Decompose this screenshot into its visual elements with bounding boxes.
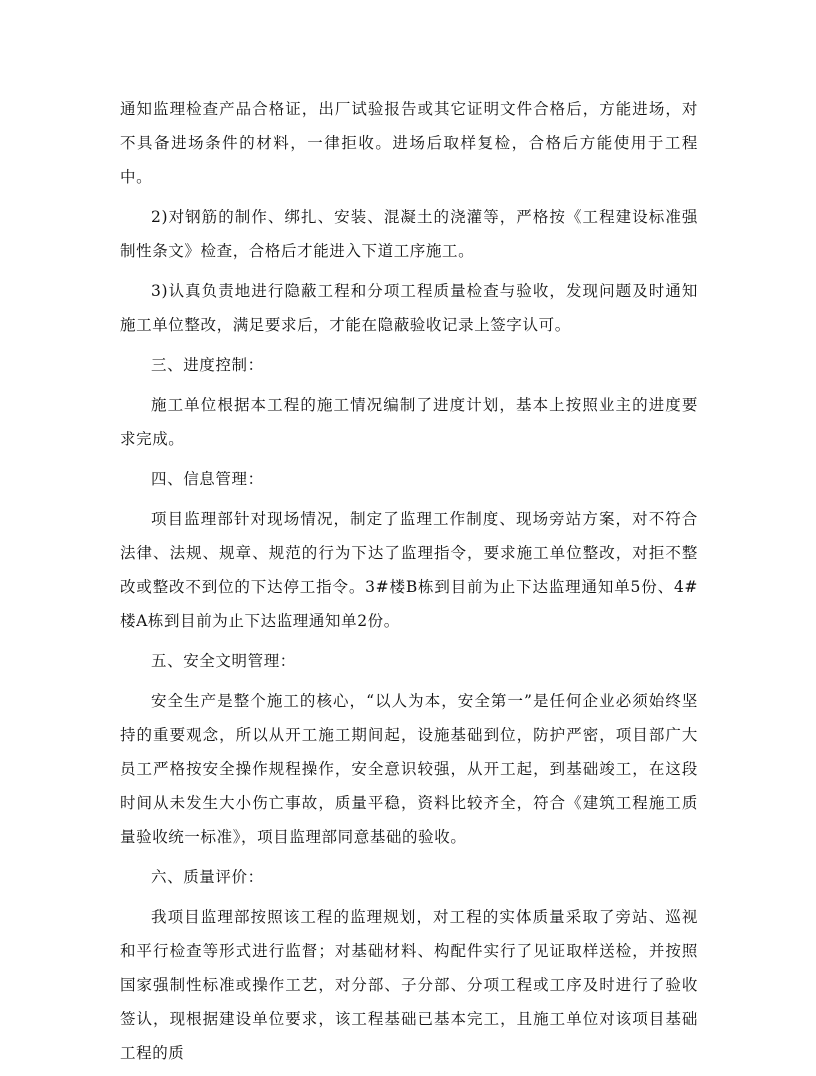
section-heading-progress-control: 三、进度控制： <box>151 356 264 374</box>
paragraph-rebar-inspection: 2)对钢筋的制作、绑扎、安装、混凝土的浇灌等，严格按《工程建设标准强制性条文》检查，合格后才能进入下道工序施工。 <box>120 208 698 260</box>
paragraph-information-management: 项目监理部针对现场情况，制定了监理工作制度、现场旁站方案，对不符合法律、法规、规章、规范的行为下达了监理指令，要求施工单位整改，对拒不整改或整改不到位的下达停工指令。3#楼B栋到目前为止下达监理通知单5份、4#楼A栋到目前为止下达监理通知单2份。 <box>120 510 698 630</box>
paragraph-material-inspection: 通知监理检查产品合格证，出厂试验报告或其它证明文件合格后，方能进场，对不具备进场条件的材料，一律拒收。进场后取样复检，合格后方能使用于工程中。 <box>120 100 698 186</box>
paragraph-safety-management: 安全生产是整个施工的核心，“以人为本，安全第一”是任何企业必须始终坚持的重要观念，所以从开工施工期间起，设施基础到位，防护严密，项目部广大员工严格按安全操作规程操作，安全意识较强，从开工起，到基础竣工，在这段时间从未发生大小伤亡事故，质量平稳，资料比较齐全，符合《建筑工程施工质量验收统一标准》，项目监理部同意基础的验收。 <box>120 692 698 846</box>
section-heading-safety-management: 五、安全文明管理： <box>151 652 296 670</box>
paragraph-quality-evaluation: 我项目监理部按照该工程的监理规划，对工程的实体质量采取了旁站、巡视和平行检查等形式进行监督；对基础材料、构配件实行了见证取样送检，并按照国家强制性标准或操作工艺，对分部、子分部、分项工程或工序及时进行了验收签认，现根据建设单位要求，该工程基础已基本完工，且施工单位对该项目基础工程的质 <box>120 908 698 1062</box>
section-heading-quality-evaluation: 六、质量评价： <box>151 868 264 886</box>
section-heading-information-management: 四、信息管理： <box>151 470 264 488</box>
document-page <box>120 92 698 1076</box>
paragraph-progress-control: 施工单位根据本工程的施工情况编制了进度计划，基本上按照业主的进度要求完成。 <box>120 396 698 448</box>
paragraph-concealed-works: 3)认真负责地进行隐蔽工程和分项工程质量检查与验收，发现问题及时通知施工单位整改，满足要求后，才能在隐蔽验收记录上签字认可。 <box>120 282 698 334</box>
